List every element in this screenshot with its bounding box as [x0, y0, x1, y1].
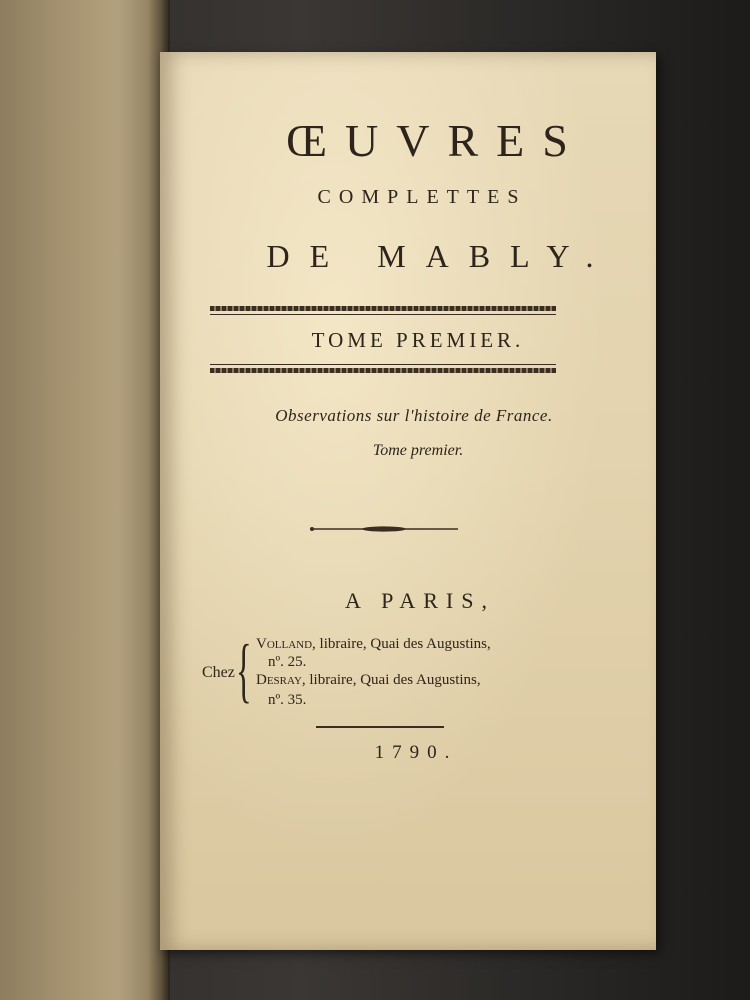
contents-title: Observations sur l'histoire de France. [275, 406, 553, 425]
publisher-line-1 [256, 636, 491, 653]
contents-volume: Tome premier. [372, 442, 464, 459]
publisher-1-number: nº. 25. [268, 654, 307, 670]
publisher-2-name: Desray [256, 672, 302, 688]
publisher-2-number: nº. 35. [268, 692, 307, 708]
brace-glyph: { [236, 630, 252, 710]
publication-year: 1790. [374, 742, 458, 763]
thin-rule-bottom [210, 364, 556, 365]
book-author: DE MABLY. [266, 238, 614, 274]
volume-label: TOME PREMIER. [311, 328, 525, 352]
title-page [160, 52, 656, 950]
publisher-2-address: , libraire, Quai des Augustins, [301, 672, 481, 688]
short-rule [316, 726, 444, 728]
thin-rule-top [210, 314, 556, 315]
chez-label: Chez [202, 664, 235, 681]
publisher-1-address: , libraire, Quai des Augustins, [312, 636, 491, 652]
publisher-line-2 [256, 672, 481, 689]
ornamental-rule-top [210, 306, 556, 311]
ornament-divider [310, 526, 458, 532]
book-title: ŒUVRES [286, 115, 586, 166]
book-subtitle: COMPLETTES [317, 186, 527, 208]
ornamental-rule-bottom [210, 368, 556, 373]
left-page [0, 0, 168, 1000]
publisher-1-name: Volland [256, 636, 313, 652]
publication-place: A PARIS, [344, 588, 495, 613]
